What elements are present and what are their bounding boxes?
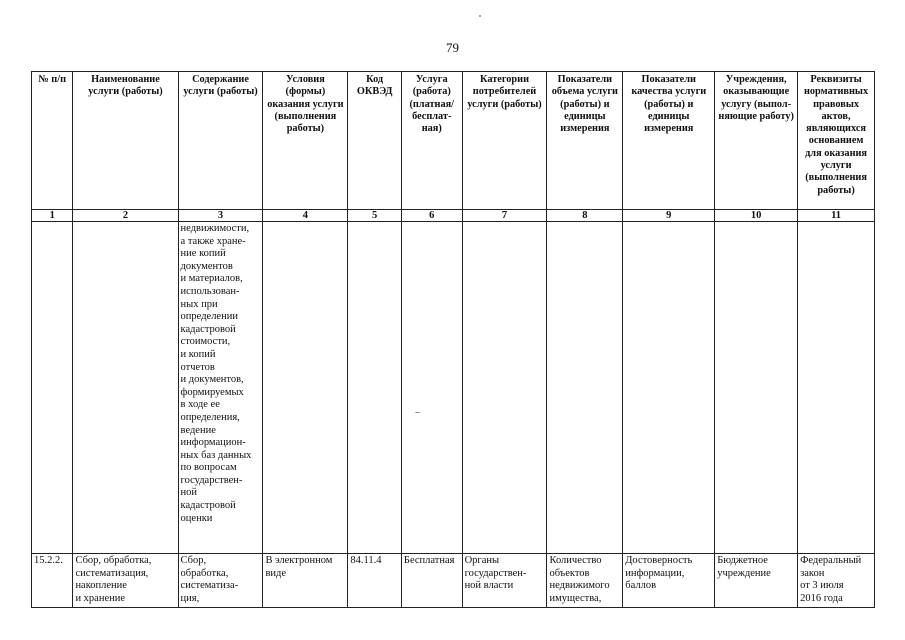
- table-row: [32, 222, 875, 554]
- text-line: учреждение: [717, 567, 771, 579]
- service-content-cell: [178, 222, 263, 554]
- table-row: [32, 554, 875, 608]
- page-number: 79: [446, 40, 459, 55]
- text-line: Бюджетное: [717, 555, 768, 566]
- volume-cell: [547, 554, 623, 608]
- service-content-lines: [181, 223, 261, 525]
- text-line: и документов,: [180, 374, 244, 386]
- text-line: в ходе ее: [180, 399, 220, 411]
- service-name-cell: [73, 222, 178, 554]
- text-line: Федеральный: [800, 555, 862, 566]
- text-line: ной власти: [464, 580, 514, 592]
- text-line: кадастровой: [180, 323, 236, 335]
- column-number: 11: [798, 210, 875, 222]
- text-line: 2016 года: [800, 592, 843, 604]
- text-line: по вопросам: [180, 462, 237, 474]
- text-line: Сбор, обработка,: [75, 555, 152, 566]
- service-content-cell: [178, 554, 263, 608]
- header-num: № п/п: [32, 72, 73, 210]
- institution-cell: [715, 222, 798, 554]
- text-line: стоимости,: [180, 336, 231, 348]
- column-number: 1: [32, 210, 73, 222]
- text-line: недвижимости,: [180, 223, 250, 234]
- text-line: определения,: [180, 411, 240, 423]
- text-line: отчетов: [180, 361, 215, 373]
- text-line: информацион-: [180, 437, 246, 449]
- column-number: 3: [178, 210, 263, 222]
- text-line: ных баз данных: [180, 449, 252, 461]
- text-line: недвижимого: [549, 580, 610, 592]
- column-number: 6: [401, 210, 462, 222]
- conditions-lines: [265, 555, 345, 580]
- quality-lines: [625, 555, 712, 593]
- text-line: накопление: [75, 580, 127, 592]
- text-line: оценки: [180, 512, 213, 524]
- paid-cell: Бесплатная: [401, 554, 462, 608]
- column-number: 2: [73, 210, 178, 222]
- institution-lines: [717, 555, 795, 580]
- text-line: и хранение: [75, 592, 126, 604]
- text-line: государствен-: [464, 567, 527, 579]
- header-consumers: Категории потребителей услуги (работы): [462, 72, 547, 210]
- header-conditions: Условия (формы) оказания услуги (выполнения работы): [263, 72, 348, 210]
- conditions-cell: [263, 222, 348, 554]
- service-name-lines: [75, 555, 175, 605]
- volume-lines: [549, 555, 620, 605]
- text-line: обработка,: [180, 567, 229, 579]
- column-number: 8: [547, 210, 623, 222]
- scan-speck: [479, 15, 481, 17]
- header-paid: Услуга (работа) (платная/ бесплат-ная): [401, 72, 462, 210]
- quality-cell: [623, 554, 715, 608]
- header-legal-acts: Реквизиты нормативных правовых актов, являющихся основанием для оказания услуги (выполнения работы): [798, 72, 875, 210]
- text-line: виде: [265, 567, 287, 579]
- legal-acts-cell: [798, 554, 875, 608]
- service-content-lines: [181, 555, 261, 605]
- column-number: 7: [462, 210, 547, 222]
- text-line: и копий: [180, 348, 216, 360]
- text-line: от 3 июля: [800, 580, 844, 592]
- text-line: и материалов,: [180, 273, 243, 285]
- header-row: [32, 72, 875, 210]
- text-line: баллов: [625, 580, 657, 592]
- text-line: а также хране-: [180, 235, 246, 247]
- paid-cell: [401, 222, 462, 554]
- column-number: 10: [715, 210, 798, 222]
- text-line: документов: [180, 260, 233, 272]
- legal-acts-cell: [798, 222, 875, 554]
- text-line: Органы: [464, 555, 500, 566]
- text-line: объектов: [549, 567, 590, 579]
- text-line: Сбор,: [180, 555, 207, 566]
- text-line: систематизация,: [75, 567, 149, 579]
- consumers-cell: [462, 222, 547, 554]
- header-quality-indicators: Показатели качества услуги (работы) и единицы измерения: [623, 72, 715, 210]
- text-line: ведение: [180, 424, 216, 436]
- text-line: Количество: [549, 555, 602, 566]
- text-line: ной: [180, 487, 198, 499]
- header-service-name: Наименование услуги (работы): [73, 72, 178, 210]
- service-name-cell: [73, 554, 178, 608]
- quality-cell: [623, 222, 715, 554]
- consumers-cell: [462, 554, 547, 608]
- text-line: формируемых: [180, 386, 244, 398]
- column-number: 5: [348, 210, 402, 222]
- column-number: 4: [263, 210, 348, 222]
- text-line: ных при: [180, 298, 218, 310]
- header-okved: Код ОКВЭД: [348, 72, 402, 210]
- header-service-content: Содержание услуги (работы): [178, 72, 263, 210]
- conditions-cell: [263, 554, 348, 608]
- okved-cell: [348, 222, 402, 554]
- header-volume-indicators: Показатели объема услуги (работы) и единицы измерения: [547, 72, 623, 210]
- num-cell: [32, 222, 73, 554]
- text-line: Достоверность: [625, 555, 693, 566]
- text-line: информации,: [625, 567, 685, 579]
- header-institutions: Учреждения, оказывающие услугу (выпол-няющие работу): [715, 72, 798, 210]
- text-line: государствен-: [180, 474, 243, 486]
- text-line: ние копий: [180, 248, 226, 260]
- text-line: В электронном: [265, 555, 333, 566]
- num-cell: 15.2.2.: [32, 554, 73, 608]
- text-line: имущества,: [549, 592, 602, 604]
- text-line: определении: [180, 311, 238, 323]
- text-line: использован-: [180, 285, 240, 297]
- text-line: кадастровой: [180, 500, 236, 512]
- text-line: закон: [800, 567, 825, 579]
- volume-cell: [547, 222, 623, 554]
- legal-acts-lines: [800, 555, 872, 605]
- text-line: ция,: [180, 592, 200, 604]
- text-line: систематиза-: [180, 580, 239, 592]
- column-number-row: [32, 210, 875, 222]
- services-table: [31, 71, 875, 608]
- okved-cell: 84.11.4: [348, 554, 402, 608]
- institution-cell: [715, 554, 798, 608]
- consumers-lines: [465, 555, 545, 593]
- column-number: 9: [623, 210, 715, 222]
